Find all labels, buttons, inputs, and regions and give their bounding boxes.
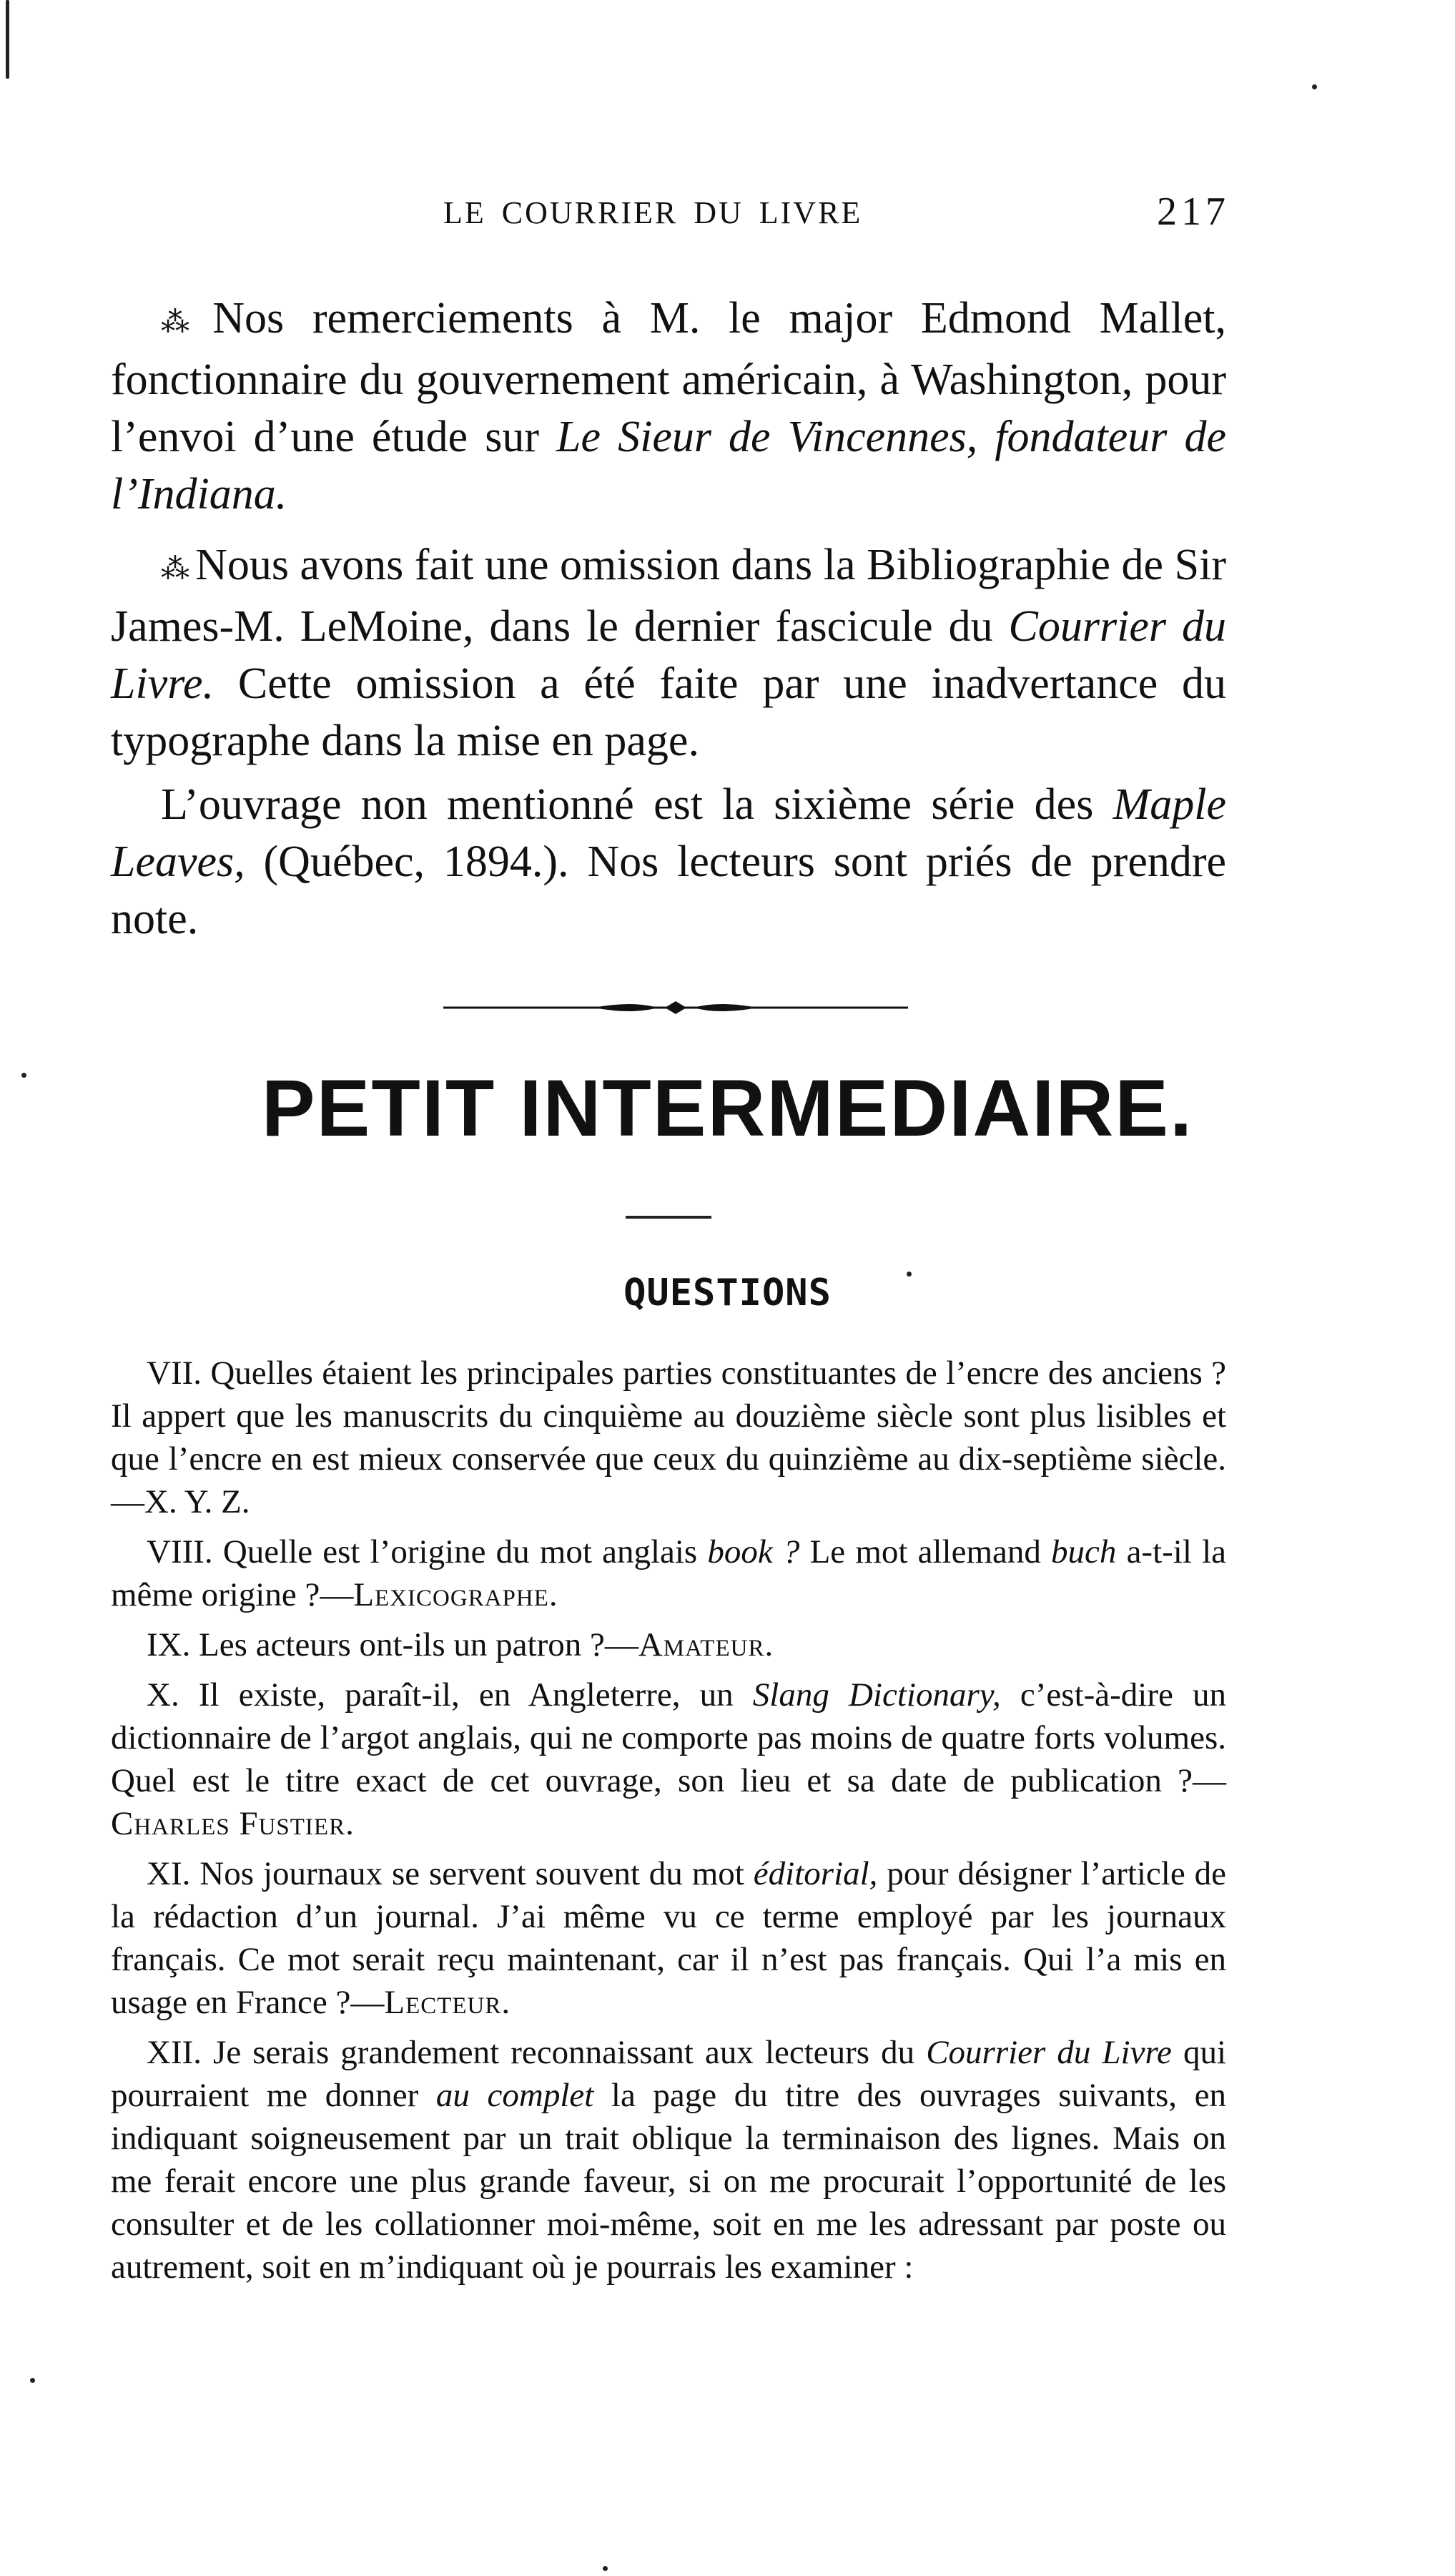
question-signature: Lecteur. <box>384 1984 511 2021</box>
question-italic: Courrier du Livre <box>926 2034 1172 2071</box>
note-text: Cette omission a été faite par une inadvertance du typographe dans la mise en page. <box>111 659 1226 765</box>
question-italic: book ? <box>707 1533 800 1570</box>
note-maple-leaves <box>111 776 1226 948</box>
scan-speck <box>6 0 9 79</box>
question-italic: au complet <box>435 2077 594 2114</box>
question-text: Quelle est l’origine du mot anglais <box>222 1533 708 1570</box>
question-italic: éditorial, <box>753 1855 878 1892</box>
question-signature: X. Y. Z. <box>144 1483 250 1520</box>
note-text: (Québec, 1894.). Nos lecteurs sont priés de prendre note. <box>111 837 1226 943</box>
question-number: XI. <box>147 1855 191 1892</box>
question-signature: Charles Fustier. <box>111 1805 355 1842</box>
question-italic: buch <box>1051 1533 1117 1570</box>
running-title: LE COURRIER DU LIVRE <box>443 195 863 230</box>
question-text: Nos journaux se servent souvent du mot <box>199 1855 754 1892</box>
note-italic: Maple Leaves, <box>111 780 1226 886</box>
question-text: c’est-à-dire un dictionnaire de l’argot anglais, qui ne comporte pas moins de quatre forts volumes. Quel est le titre exact de cet ouvrage, son lieu et sa date de publication ?— <box>111 1676 1227 1799</box>
question-text: Il existe, paraît-il, en Angleterre, un <box>198 1676 753 1714</box>
question-ix <box>111 1623 1226 1666</box>
scan-speck <box>1312 84 1317 89</box>
asterism-icon: ⁂ <box>161 552 189 585</box>
note-text: L’ouvrage non mentionné est la sixième série des <box>161 780 1113 829</box>
scan-speck <box>603 2566 608 2571</box>
question-signature: Amateur. <box>638 1626 774 1663</box>
note-text: Nous avons fait une omission dans la Bibliographie de Sir James-M. LeMoine, dans le dernier fascicule du <box>111 541 1227 651</box>
question-number: VII. <box>147 1355 202 1392</box>
question-text: la page du titre des ouvrages suivants, en indiquant soigneusement par un trait oblique la terminaison des lignes. Mais on me ferait encore une plus grande faveur, si on me procurait l’opportunité de les consulter et de les collationner moi-même, soit en me les adressant par poste ou autrement, soit en m’indiquant où je pourrais les examiner : <box>111 2077 1226 2286</box>
question-text: Je serais grandement reconnaissant aux lecteurs du <box>213 2034 927 2071</box>
scan-speck <box>30 2378 35 2383</box>
question-number: IX. <box>147 1626 191 1663</box>
question-signature: Lexicographe. <box>353 1576 558 1613</box>
question-text: Quelles étaient les principales parties constituantes de l’encre des anciens ? Il appert que les manuscrits du cinquième au douzième siècle sont plus lisibles et que l’encre en est mieux conservée que ceux du quinzième au dix-septième siècle.— <box>111 1355 1226 1520</box>
question-text: Le mot allemand <box>799 1533 1052 1570</box>
question-x <box>111 1673 1226 1845</box>
question-xii <box>111 2031 1226 2289</box>
question-italic: Slang Dictionary, <box>752 1676 1001 1714</box>
question-number: XII. <box>147 2034 202 2071</box>
question-viii <box>111 1530 1226 1616</box>
question-text: qui pourraient me donner <box>111 2034 1226 2114</box>
note-text: Nos remerciements à M. le major Edmond Mallet, fonctionnaire du gouvernement américain, à Washington, pour l’envoi d’une étude sur <box>111 294 1227 461</box>
question-xi <box>111 1852 1226 2024</box>
note-lemoine <box>111 536 1226 770</box>
page-number: 217 <box>1157 190 1230 234</box>
ornamental-divider <box>443 998 908 1018</box>
section-title: PETIT INTERMEDIAIRE. <box>261 1063 1194 1153</box>
subsection-title: QUESTIONS <box>623 1272 832 1314</box>
asterism-icon: ⁂ <box>161 305 206 338</box>
question-number: X. <box>147 1676 179 1714</box>
short-rule <box>626 1216 711 1219</box>
questions-list <box>111 1352 1226 2296</box>
note-italic: Le Sieur de Vincennes, fondateur de l’Indiana. <box>111 412 1227 518</box>
note-italic: Courrier du Livre. <box>111 601 1226 708</box>
question-vii <box>111 1352 1226 1523</box>
note-mallet <box>111 290 1226 523</box>
question-text: pour désigner l’article de la rédaction d’un journal. J’ai même vu ce terme employé par les journaux français. Ce mot serait reçu maintenant, car il n’est pas français. Qui l’a mis en usage en France ?— <box>111 1855 1227 2021</box>
question-text: a-t-il la même origine ?— <box>111 1533 1226 1613</box>
running-header <box>443 190 1230 252</box>
question-number: VIII. <box>147 1533 213 1570</box>
question-text: Les acteurs ont-ils un patron ?— <box>199 1626 638 1663</box>
